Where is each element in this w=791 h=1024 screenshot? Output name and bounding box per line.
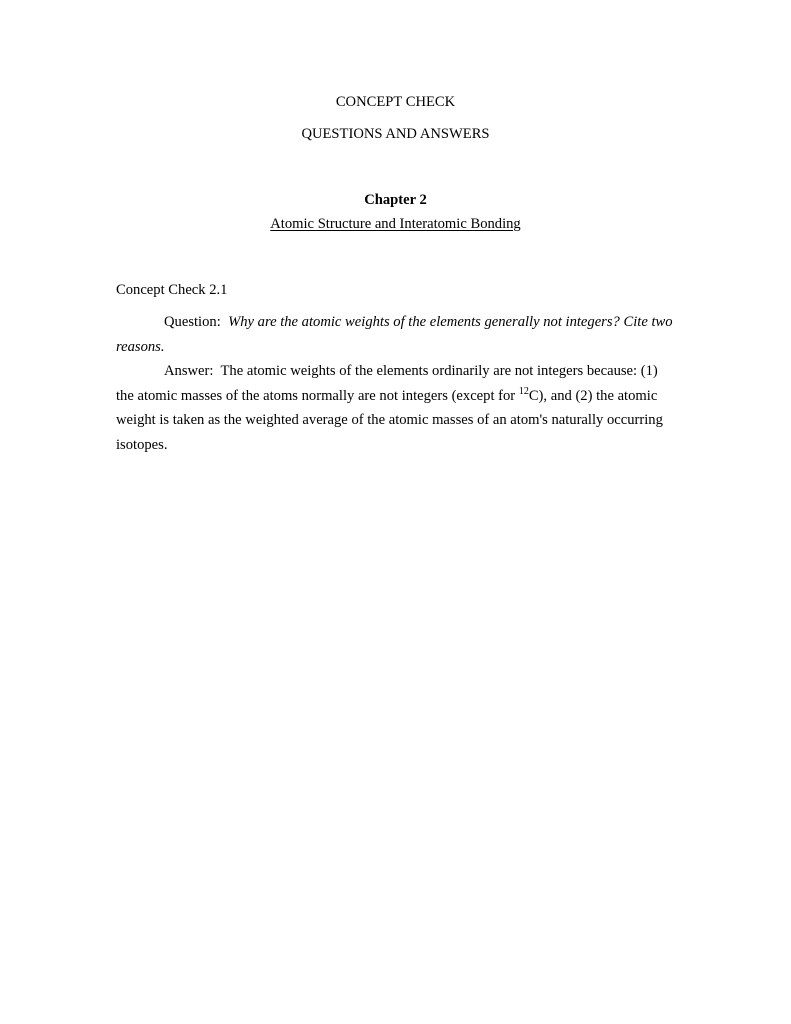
isotope-superscript: 12 (518, 385, 529, 397)
section-heading: Concept Check 2.1 (116, 282, 228, 298)
document-subtitle: QUESTIONS AND ANSWERS (301, 126, 490, 142)
question-label: Question: (164, 314, 221, 330)
answer-text-part-2: C), and (2) the atomic weight is taken as the weighted average of the atomic masses of an atom's naturally occurring isotopes. (116, 387, 663, 453)
answer-paragraph (116, 359, 676, 457)
chapter-subtitle: Atomic Structure and Interatomic Bonding (270, 216, 521, 232)
answer-label: Answer: (164, 363, 214, 379)
document-title: CONCEPT CHECK (335, 94, 456, 110)
question-text: Why are the atomic weights of the elements generally not integers? Cite two reasons. (116, 314, 673, 355)
answer-text-part-1: The atomic weights of the elements ordinarily are not integers because: (1) the atomic masses of the atoms normally are not integers (except for (116, 363, 658, 404)
question-paragraph (116, 310, 676, 359)
chapter-heading: Chapter 2 (364, 192, 427, 208)
